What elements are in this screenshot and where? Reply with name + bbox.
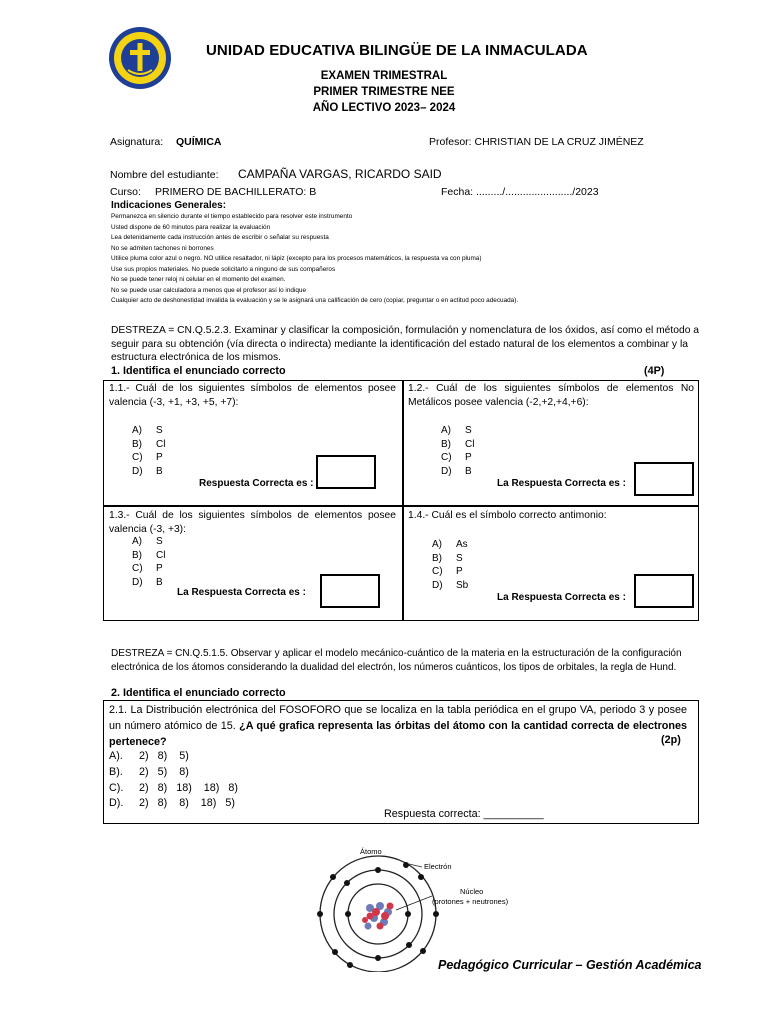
question-1-4: 1.4.- Cuál es el símbolo correcto antimonio: (408, 510, 607, 521)
question-2-options (109, 749, 238, 812)
option-d[interactable]: D) Sb (432, 579, 469, 591)
exam-date: Fecha: ........./......................./2023 (441, 186, 599, 198)
teacher-name: Profesor: CHRISTIAN DE LA CRUZ JIMÉNEZ (429, 136, 644, 148)
option-a[interactable]: A). 2) 8) 5) (109, 750, 189, 762)
option-b[interactable]: B). 2) 5) 8) (109, 765, 189, 778)
answer-label: La Respuesta Correcta es : (497, 592, 626, 603)
answer-label: Respuesta Correcta es : (199, 478, 314, 489)
questions-grid (103, 380, 699, 621)
grid-divider (402, 380, 404, 621)
question-2-points: (2p) (661, 734, 681, 746)
option-c[interactable]: C). 2) 8) 18) 18) 8) (109, 781, 239, 794)
instruction-item: Usted dispone de 60 minutos para realizar la evaluación (111, 223, 271, 231)
exam-year: AÑO LECTIVO 2023– 2024 (312, 102, 456, 114)
nucleus-label: Núcleo (460, 887, 484, 896)
instruction-item: No se admiten tachones ni borrones (111, 244, 214, 252)
question-2-1-intro: 2.1. La Distribución electrónica del FOSOFORO que se localiza en la tabla periódica en el grupo VA, periodo 3 y posee un número atómico de 15. (109, 704, 687, 732)
course-value: PRIMERO DE BACHILLERATO: B (155, 186, 317, 198)
answer-line[interactable]: Respuesta correcta: __________ (384, 808, 544, 820)
answer-box[interactable] (320, 574, 380, 608)
exam-term: PRIMER TRIMESTRE NEE (313, 86, 455, 98)
question-1-4-options (432, 538, 468, 592)
question-2-1-prompt: ¿A qué grafica representa las órbitas del átomo con la cantidad correcta de electrones pertenece? (109, 720, 688, 748)
section1-title: 1. Identifica el enunciado correcto (111, 365, 286, 377)
option-a[interactable]: A) S (132, 425, 163, 436)
answer-box[interactable] (316, 455, 376, 489)
option-d[interactable]: D) B (132, 576, 163, 588)
student-name: CAMPAÑA VARGAS, RICARDO SAID (238, 167, 442, 181)
instruction-item: No se puede tener reloj ni celular en el momento del examen. (111, 276, 286, 283)
atom-diagram (310, 842, 520, 972)
subject-value: QUÍMICA (176, 136, 222, 148)
question-1-3-options (132, 535, 165, 589)
option-b[interactable]: B) Cl (441, 438, 475, 450)
option-d[interactable]: D). 2) 8) 8) 18) 5) (109, 797, 236, 810)
course-label: Curso: (110, 186, 141, 198)
answer-label: La Respuesta Correcta es : (177, 587, 306, 598)
option-a[interactable]: A) S (441, 425, 472, 436)
answer-label: La Respuesta Correcta es : (497, 478, 626, 489)
option-a[interactable]: A) As (432, 539, 468, 550)
nucleus-sub-label: (protones + neutrones) (432, 897, 509, 906)
question-1-1: 1.1.- Cuál de los siguientes símbolos de elementos posee valencia (-3, +1, +3, +5, +7): (109, 383, 396, 408)
grid-divider (103, 505, 699, 507)
question-1-2-options (441, 424, 474, 478)
instruction-item: No se puede usar calculadora a menos que el profesor así lo indique (111, 286, 307, 294)
atom-label: Átomo (360, 847, 382, 856)
instruction-item: Utilice pluma color azul o negro. NO utilice resaltador, ni lápiz (excepto para los procesos matemáticos, la respuesta va con pluma) (111, 255, 482, 262)
option-c[interactable]: C) P (441, 452, 472, 463)
section1-points: (4P) (644, 365, 665, 377)
exam-title: EXAMEN TRIMESTRAL (320, 70, 448, 82)
option-c[interactable]: C) P (132, 563, 163, 574)
electron-label: Electrón (424, 862, 452, 871)
question-2-1 (109, 702, 687, 750)
instruction-item: Lea detenidamente cada instrucción antes de escribir o señalar su respuesta (111, 234, 329, 241)
school-name: UNIDAD EDUCATIVA BILINGÜE DE LA INMACULADA (206, 42, 588, 59)
answer-box[interactable] (634, 574, 694, 608)
destreza-2: DESTREZA = CN.Q.5.1.5. Observar y aplicar el modelo mecánico-cuántico de la materia en la estructuración de la configuración electrónica de los átomos considerando la dualidad del electrón, los números cuánticos, los tipos de orbitales, la regla de Hund. (111, 648, 682, 673)
option-b[interactable]: B) Cl (132, 438, 166, 450)
destreza-1: DESTREZA = CN.Q.5.2.3. Examinar y clasificar la composición, formulación y nomenclatura de los óxidos, así como el método a seguir para su obtención (vía directa o indirecta) mediante la identificación del estado natural de los elementos a combinar y la estructura electrónica de los mismos. (111, 325, 700, 363)
option-c[interactable]: C) P (132, 452, 163, 463)
instruction-item: Cualquier acto de deshonestidad invalida la evaluación y se le asignará una calificación de cero (copiar, preguntar o en actitud poco adecuada). (111, 297, 519, 304)
option-a[interactable]: A) S (132, 536, 163, 547)
instruction-item: Use sus propios materiales. No puede solicitarlo a ninguno de sus compañeros (111, 265, 336, 273)
option-c[interactable]: C) P (432, 566, 463, 577)
footer-text: Pedagógico Curricular – Gestión Académica (438, 958, 702, 972)
option-d[interactable]: D) B (132, 465, 163, 477)
option-b[interactable]: B) Cl (132, 549, 166, 561)
option-b[interactable]: B) S (432, 552, 463, 564)
student-label: Nombre del estudiante: (110, 169, 219, 181)
answer-box[interactable] (634, 462, 694, 496)
question-1-1-options (132, 424, 165, 478)
section2-title: 2. Identifica el enunciado correcto (111, 687, 286, 699)
subject-label: Asignatura: (110, 136, 164, 148)
question-1-3: 1.3.- Cuál de los siguientes símbolos de elementos posee valencia (-3, +3): (109, 510, 396, 535)
option-d[interactable]: D) B (441, 465, 472, 477)
question-1-2: 1.2.- Cuál de los siguientes símbolos de elementos No Metálicos posee valencia (-2,+2,+4,+6): (408, 383, 694, 408)
instructions-title: Indicaciones Generales: (111, 200, 227, 211)
instruction-item: Permanezca en silencio durante el tiempo establecido para resolver este instrumento (111, 213, 353, 220)
